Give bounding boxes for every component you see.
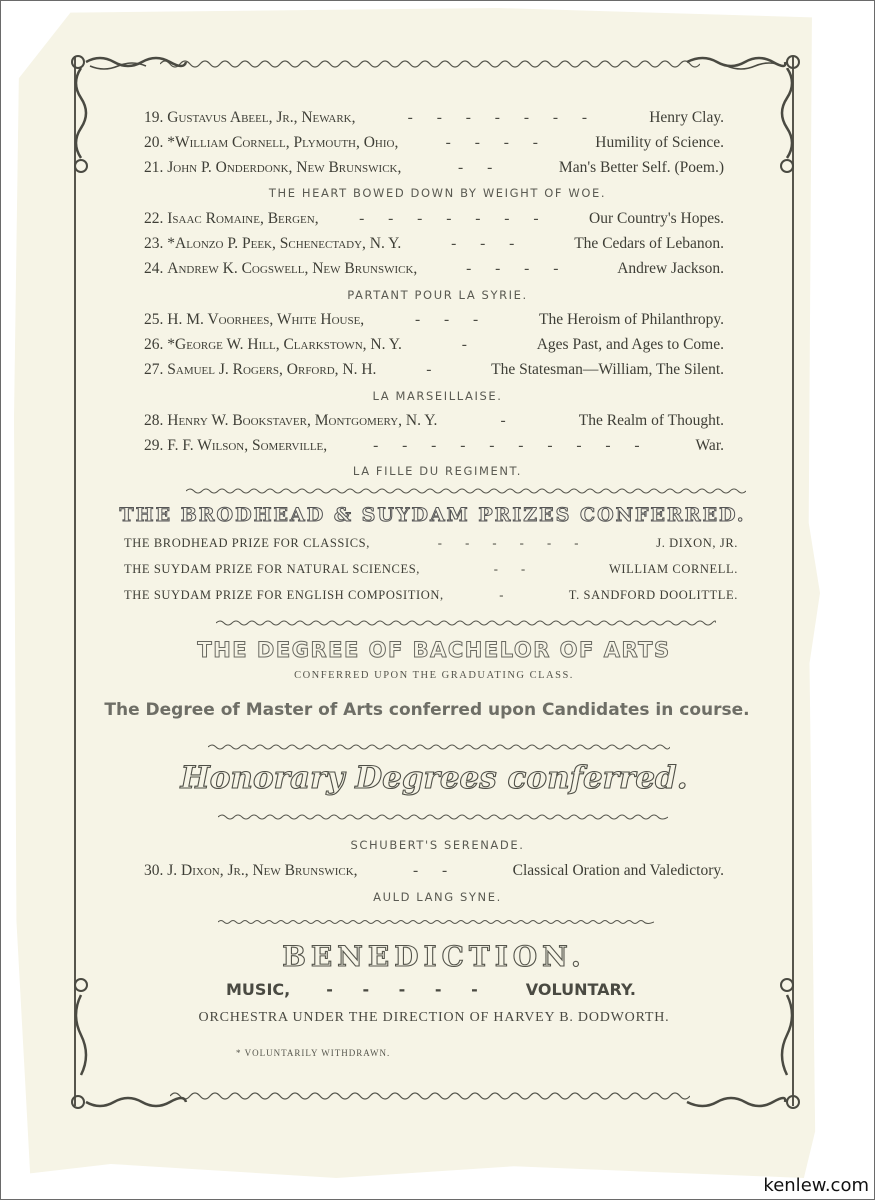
prize-winner: T. SANDFORD DOOLITTLE. — [568, 588, 738, 602]
program-entry-27 — [144, 361, 724, 379]
program-entry-21 — [144, 159, 724, 177]
music-interlude-2: PARTANT POUR LA SYRIE. — [347, 288, 528, 302]
wavy-divider — [186, 486, 746, 496]
prize-winner: J. DIXON, JR. — [656, 536, 738, 550]
music-interlude-4: LA FILLE DU REGIMENT. — [352, 464, 523, 478]
entry-name: Samuel J. Rogers, Orford, N. H. — [167, 361, 377, 378]
music-interlude-6: AULD LANG SYNE. — [373, 890, 502, 904]
leader-dashes: - - - — [414, 311, 489, 328]
leader-dashes: - - - - - - - — [407, 109, 598, 126]
program-entry-30 — [144, 862, 724, 880]
entry-name: Gustavus Abeel, Jr., Newark, — [167, 109, 356, 126]
prize-row — [124, 536, 738, 551]
entry-name: Andrew K. Cogswell, New Brunswick, — [167, 260, 418, 277]
entry-title: Our Country's Hopes. — [589, 210, 724, 227]
music-interlude-5: SCHUBERT'S SERENADE. — [350, 838, 525, 852]
leader-dashes: - - - - - - — [437, 536, 589, 550]
leader-dashes: - - - - - - - — [359, 210, 549, 227]
honorary-degrees-heading: Honorary Degrees conferred. — [180, 760, 688, 796]
program-entry-25 — [144, 311, 724, 329]
leader-dashes: - - - - - - - - - - — [373, 437, 650, 454]
prize-row — [124, 588, 738, 603]
bachelor-degree-heading: THE DEGREE OF BACHELOR OF ARTS — [197, 638, 671, 662]
wavy-divider — [208, 742, 670, 752]
entry-title: Humility of Science. — [595, 134, 724, 151]
wavy-divider — [218, 812, 668, 822]
entry-number: 29. — [144, 437, 164, 454]
entry-name: *William Cornell, Plymouth, Ohio, — [167, 134, 399, 151]
entry-name: F. F. Wilson, Somerville, — [167, 437, 328, 454]
right-top-ornament-icon — [772, 68, 802, 178]
entry-title: The Realm of Thought. — [578, 412, 724, 429]
entry-title: The Heroism of Philanthropy. — [539, 311, 724, 328]
master-degree-line: The Degree of Master of Arts conferred upon Candidates in course. — [104, 700, 750, 720]
entry-number: 25. — [144, 311, 164, 328]
prize-label: THE BRODHEAD PRIZE FOR CLASSICS, — [124, 536, 370, 550]
degree-subheading: CONFERRED UPON THE GRADUATING CLASS. — [294, 670, 574, 681]
leader-dashes: - - - - - — [326, 980, 490, 999]
entry-name: Isaac Romaine, Bergen, — [167, 210, 319, 227]
music-interlude-3: LA MARSEILLAISE. — [372, 389, 503, 403]
leader-dashes: - — [499, 588, 514, 602]
music-label: MUSIC, — [226, 980, 291, 999]
entry-title: Ages Past, and Ages to Come. — [536, 336, 724, 353]
entry-title: Andrew Jackson. — [617, 260, 724, 277]
benediction-heading: BENEDICTION. — [282, 940, 586, 973]
program-entry-22 — [144, 210, 724, 228]
voluntary-label: VOLUNTARY. — [525, 980, 636, 999]
entry-number: 22. — [144, 210, 164, 227]
leader-dashes: - — [461, 336, 477, 353]
entry-name: H. M. Voorhees, White House, — [167, 311, 365, 328]
entry-title: Classical Oration and Valedictory. — [512, 862, 724, 879]
prize-winner: WILLIAM CORNELL. — [608, 562, 738, 576]
withdrawn-footnote: * VOLUNTARILY WITHDRAWN. — [236, 1048, 391, 1058]
entry-number: 30. — [144, 862, 164, 879]
entry-number: 28. — [144, 412, 164, 429]
prize-label: THE SUYDAM PRIZE FOR NATURAL SCIENCES, — [124, 562, 420, 576]
entry-name: J. Dixon, Jr., New Brunswick, — [167, 862, 358, 879]
entry-name: *Alonzo P. Peek, Schenectady, N. Y. — [167, 235, 402, 252]
left-top-ornament-icon — [66, 68, 96, 178]
prize-label: THE SUYDAM PRIZE FOR ENGLISH COMPOSITION, — [124, 588, 444, 602]
leader-dashes: - - — [493, 562, 536, 576]
wavy-divider — [216, 618, 716, 628]
wavy-divider — [218, 918, 654, 926]
leader-dashes: - - - — [451, 235, 525, 252]
program-entry-28 — [144, 412, 724, 430]
entry-number: 26. — [144, 336, 164, 353]
leader-dashes: - — [500, 412, 516, 429]
entry-title: Henry Clay. — [649, 109, 724, 126]
watermark-text: kenlew.com — [763, 1175, 869, 1196]
entry-name: *George W. Hill, Clarkstown, N. Y. — [167, 336, 402, 353]
music-voluntary-row — [226, 980, 636, 999]
entry-name: Henry W. Bookstaver, Montgomery, N. Y. — [167, 412, 438, 429]
entry-name: John P. Onderdonk, New Brunswick, — [167, 159, 402, 176]
entry-title: The Cedars of Lebanon. — [574, 235, 724, 252]
top-wavy-rule — [160, 58, 700, 70]
music-interlude-1: THE HEART BOWED DOWN BY WEIGHT OF WOE. — [268, 186, 607, 200]
leader-dashes: - - - - — [445, 134, 548, 151]
entry-title: Man's Better Self. (Poem.) — [558, 159, 724, 176]
entry-number: 27. — [144, 361, 164, 378]
entry-title: War. — [695, 437, 724, 454]
entry-number: 20. — [144, 134, 164, 151]
program-entry-24 — [144, 260, 724, 278]
program-entry-19 — [144, 109, 724, 127]
program-entry-20 — [144, 134, 724, 152]
leader-dashes: - - — [412, 862, 458, 879]
prizes-heading: THE BRODHEAD & SUYDAM PRIZES CONFERRED. — [119, 504, 746, 526]
bottom-wavy-rule — [170, 1090, 690, 1102]
leader-dashes: - - - - — [466, 260, 569, 277]
program-entry-26 — [144, 336, 724, 354]
orchestra-line: ORCHESTRA UNDER THE DIRECTION OF HARVEY B. DODWORTH. — [198, 1010, 670, 1025]
prize-row — [124, 562, 738, 577]
program-entry-29 — [144, 437, 724, 455]
entry-number: 23. — [144, 235, 164, 252]
entry-number: 21. — [144, 159, 164, 176]
entry-title: The Statesman—William, The Silent. — [491, 361, 724, 378]
right-bottom-ornament-icon — [772, 975, 802, 1085]
entry-number: 19. — [144, 109, 164, 126]
leader-dashes: - - — [458, 159, 503, 176]
entry-number: 24. — [144, 260, 164, 277]
left-bottom-ornament-icon — [66, 975, 96, 1085]
leader-dashes: - — [426, 361, 442, 378]
program-entry-23 — [144, 235, 724, 253]
